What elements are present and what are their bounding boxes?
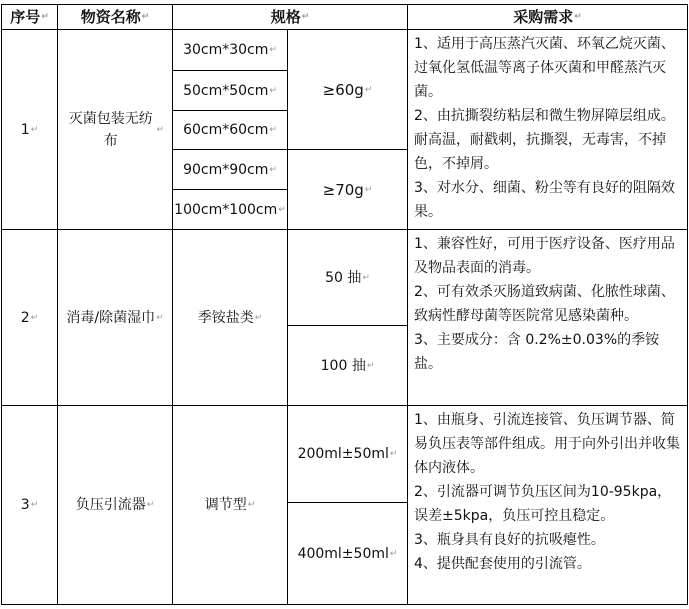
- row-3-volume-1: 200ml±50ml ↵: [297, 446, 398, 462]
- row-1-size-5: 100cm*100cm ↵: [174, 201, 286, 218]
- row-3-index: 3 ↵: [20, 497, 39, 513]
- row-3-type: 调节型 ↵: [204, 497, 256, 513]
- row-1-size-3: 60cm*60cm ↵: [183, 122, 277, 138]
- header-name: 物资名称 ↵: [80, 8, 150, 26]
- row-2-count-2: 100 抽 ↵: [320, 357, 375, 374]
- row-1-name: 灭菌包装无纺布 ↵: [68, 110, 164, 149]
- row-1-weight-1: ≥60g ↵: [322, 80, 373, 99]
- requirement-item: 1、兼容性好，可用于医疗设备、医疗用品及物品表面的消毒。: [414, 236, 675, 276]
- row-3-requirements: [414, 408, 682, 576]
- row-2-type: 季铵盐类 ↵: [197, 309, 263, 326]
- header-index: 序号 ↵: [10, 8, 49, 26]
- header-spec: 规格 ↵: [270, 8, 310, 26]
- row-3-name: 负压引流器 ↵: [75, 497, 155, 513]
- header-requirement: 采购需求 ↵: [513, 8, 582, 26]
- requirement-item: 3、主要成分：含 0.2%±0.03%的季铵盐。: [414, 332, 660, 372]
- row-2-count-1: 50 抽 ↵: [325, 269, 370, 286]
- row-1-size-2: 50cm*50cm ↵: [183, 82, 277, 99]
- requirement-item: 2、引流器可调节负压区间为10-95kpa，误差±5kpa，负压可控且稳定。: [414, 484, 672, 524]
- requirement-item: 2、可有效杀灭肠道致病菌、化脓性球菌、致病性酵母菌等医院常见感染菌种。: [414, 284, 675, 324]
- requirement-item: 1、由瓶身、引流连接管、负压调节器、简易负压表等部件组成。用于向外引出并收集体内液体。: [414, 412, 680, 476]
- row-2-requirements: [414, 232, 682, 376]
- row-2-name: 消毒/除菌湿巾 ↵: [66, 309, 164, 326]
- requirement-item: 2、由抗撕裂纺粘层和微生物屏障层组成。耐高温，耐戳刺，抗撕裂，无毒害，不掉色，不掉屑。: [414, 108, 675, 172]
- row-3-volume-2: 400ml±50ml ↵: [297, 545, 398, 562]
- requirement-item: 3、对水分、细菌、粉尘等有良好的阻隔效果。: [414, 180, 675, 220]
- requirement-item: 3、瓶身具有良好的抗吸瘪性。: [414, 532, 605, 548]
- requirement-item: 1、适用于高压蒸汽灭菌、环氧乙烷灭菌、过氧化氢低温等离子体灭菌和甲醛蒸汽灭菌。: [414, 36, 675, 100]
- row-1-size-4: 90cm*90cm ↵: [183, 161, 277, 178]
- row-1-requirements: [414, 32, 682, 224]
- row-1-index: 1 ↵: [20, 121, 39, 138]
- row-1-size-1: 30cm*30cm ↵: [183, 42, 277, 58]
- row-2-index: 2 ↵: [20, 309, 39, 326]
- requirement-item: 4、提供配套使用的引流管。: [414, 556, 591, 572]
- row-1-weight-2: ≥70g ↵: [322, 180, 373, 199]
